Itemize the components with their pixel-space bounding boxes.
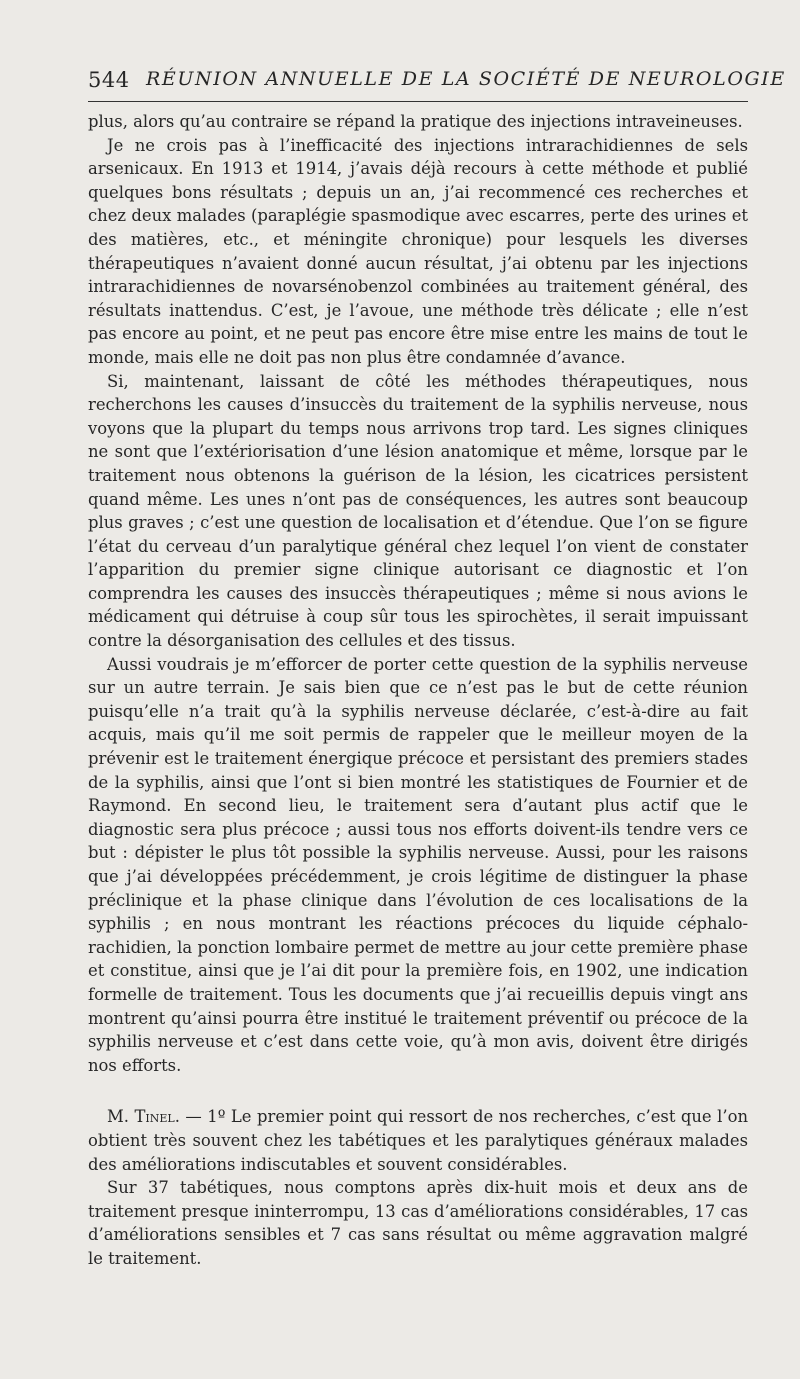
paragraph-continuation: plus, alors qu’au contraire se répand la pratique des injections intraveineuses. [88,112,743,131]
speaker-name: M. Tinel. [107,1107,180,1127]
body-text [88,110,748,1271]
paragraph-tabetiques: Sur 37 tabétiques, nous comptons après dix-huit mois et deux ans de traitement presque ininterrompu, 13 cas d’améliorations considérables, 17 cas d’améliorations sensibles et 7 cas sans résultat ou même aggravation malgré le traitement. [88,1178,748,1268]
paragraph-tinel [88,1105,748,1176]
header-rule [88,101,748,102]
running-title: RÉUNION ANNUELLE DE LA SOCIÉTÉ DE NEUROLOGIE [146,68,786,90]
paragraph-prevention: Aussi voudrais je m’efforcer de porter cette question de la syphilis nerveuse sur un autre terrain. Je sais bien que ce n’est pas le but de cette réunion puisqu’elle n’a trait qu’à la syphilis nerveuse déclarée, c’est-à-dire au fait acquis, mais qu’il me soit permis de rappeler que le meilleur moyen de la prévenir est le traitement énergique précoce et persistant des premiers stades de la syphilis, ainsi que l’ont si bien montré les statistiques de Fournier et de Raymond. En second lieu, le traitement sera d’autant plus actif que le diagnostic sera plus précoce ; aussi tous nos efforts doivent-ils tendre vers ce but : dépister le plus tôt possible la syphilis nerveuse. Aussi, pour les raisons que j’ai développées précédemment, je crois légitime de distinguer la phase préclinique et la phase clinique dans l’évolution de ces localisations de la syphilis ; en nous montrant les réactions précoces du liquide céphalo-rachidien, la ponction lombaire permet de mettre au jour cette première phase et constitue, ainsi que je l’ai dit pour la première fois, en 1902, une indication formelle de traitement. Tous les documents que j’ai recueillis depuis vingt ans montrent qu’ainsi pourra être institué le traitement préventif ou précoce de la syphilis nerveuse et c’est dans cette voie, qu’à mon avis, doivent être dirigés nos efforts. [88,654,748,1075]
page-header [88,60,786,100]
tinel-text: — 1º Le premier point qui ressort de nos recherches, c’est que l’on obtient très souvent chez les tabétiques et les paralytiques généraux malades des améliorations indiscutables et souvent considérables. [88,1107,748,1174]
paragraph-insucces: Si, maintenant, laissant de côté les méthodes thérapeutiques, nous recherchons les causes d’insuccès du traitement de la syphilis nerveuse, nous voyons que la plupart du temps nous arrivons trop tard. Les signes cliniques ne sont que l’extériorisation d’une lésion anatomique et même, lorsque par le traitement nous obtenons la guérison de la lésion, les cicatrices persistent quand même. Les unes n’ont pas de conséquences, les autres sont beaucoup plus graves ; c’est une question de localisation et d’étendue. Que l’on se figure l’état du cerveau d’un paralytique général chez lequel l’on vient de constater l’apparition du premier signe clinique autorisant ce diagnostic et l’on comprendra les causes des insuccès thérapeutiques ; même si nous avions le médicament qui détruise à coup sûr tous les spirochètes, il serait impuissant contre la désorganisation des cellules et des tissus. [88,371,748,651]
page-number: 544 [88,68,130,92]
section-gap [88,1077,748,1105]
paragraph-arsenicaux: Je ne crois pas à l’inefficacité des injections intrarachidiennes de sels arsenicaux. En 1913 et 1914, j’avais déjà recours à cette méthode et publié quelques bons résultats ; depuis un an, j’ai recommencé ces recherches et chez deux malades (paraplégie spasmodique avec escarres, perte des urines et des matières, etc., et méningite chronique) pour lesquels les diverses thérapeutiques n’avaient donné aucun résultat, j’ai obtenu par les injections intrarachidiennes de novarsénobenzol combinées au traitement général, des résultats inattendus. C’est, je l’avoue, une méthode très délicate ; elle n’est pas encore au point, et ne peut pas encore être mise entre les mains de tout le monde, mais elle ne doit pas non plus être condamnée d’avance. [88,135,748,367]
